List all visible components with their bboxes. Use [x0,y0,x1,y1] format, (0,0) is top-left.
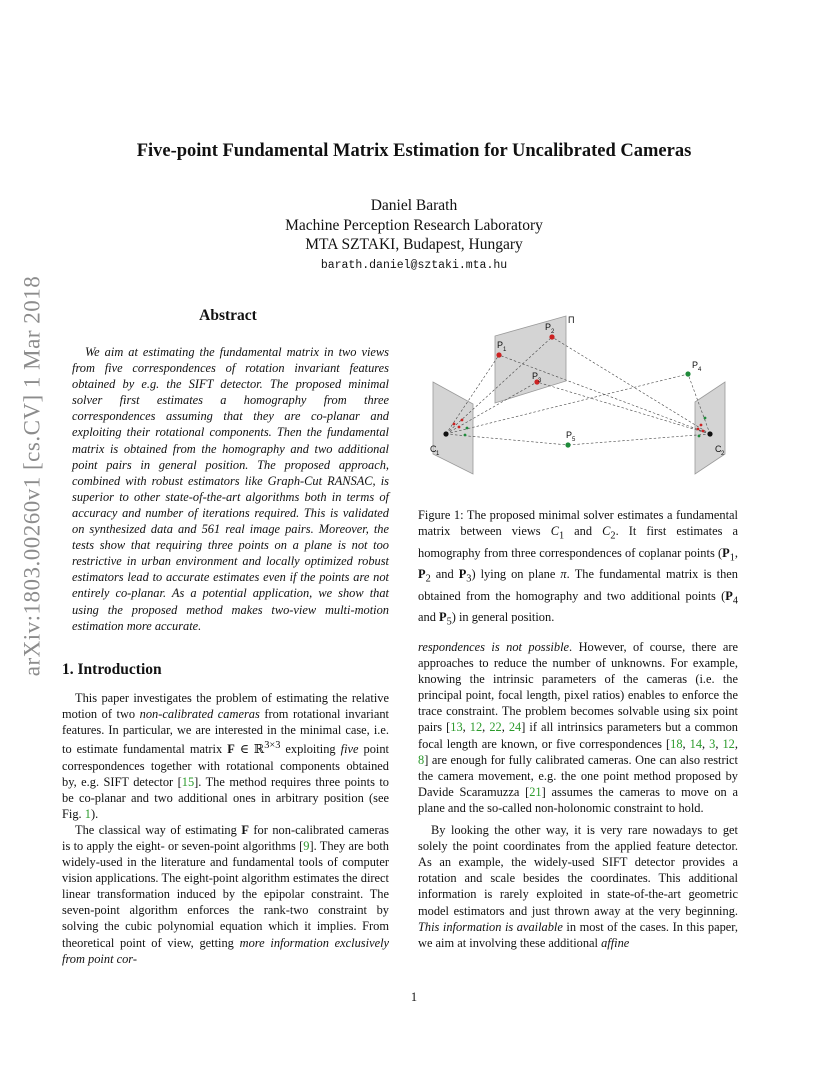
abstract-heading: Abstract [199,307,257,324]
camera-center-c1 [443,431,448,436]
camera-plane-right [695,382,725,474]
left-column-body [62,690,389,967]
svg-text:1: 1 [503,347,507,353]
arxiv-identifier-text: arXiv:1803.00260v1 [cs.CV] 1 Mar 2018 [19,275,45,677]
author-block [0,196,828,277]
citation-link[interactable]: 12 [469,720,483,735]
citation-link[interactable]: 13 [450,720,463,735]
point-p5 [565,442,570,447]
right-paragraph-1: respondences is not possible. However, of course, there are approaches to reduce the number of unknowns. For example, knowing the intrinsic parameters of the cameras (i.e. the principal point, focal length, pixel ratios) enables to enforce the trace constraint. The problem becomes solvable using six point pairs [13, 12, 22, 24] if all intrinsics parameters but a common focal length are known, or five correspondences [18, 14, 3, 12, 8] are enough for fully calibrated cameras. One can also restrict the camera movement, e.g. the one point method proposed by Davide Scaramuzza [21] assumes the cameras to move on a plane and the so-called non-holonomic constraint to hold. [418,640,739,815]
plane-pi [495,316,566,403]
camera-center-c2 [707,431,712,436]
citation-link[interactable]: 24 [508,720,522,735]
svg-text:5: 5 [572,437,576,443]
author-lab: Machine Perception Research Laboratory [285,216,543,234]
citation-link[interactable]: 8 [418,752,425,767]
point-p2 [549,334,554,339]
citation-link[interactable]: 22 [489,720,502,735]
label-c2: C [715,444,722,454]
abstract-text: We aim at estimating the fundamental matrix in two views from five correspondences of rotation invariant features obtained by e.g. the SIFT detector. The proposed minimal solver first estimates a homography from three correspondences assuming that they are co-planar and exploiting their rotational components. Then the fundamental matrix is obtained from the homography and two additional point pairs in general position. The proposed approach, combined with robust estimators like Graph-Cut RANSAC, is superior to other state-of-the-art algorithms both in terms of accuracy and number of iterations required. This is validated on synthesized data and 561 real image pairs. Moreover, the tests show that requiring three points on a plane is not too restrictive in urban environment and locally optimized robust estimators lead to accurate estimates even if the points are not entirely co-planar. As a potential application, we show that using the proposed method makes two-view multi-motion estimation more accurate. [72,345,389,633]
figure-1-caption: Figure 1: The proposed minimal solver estimates a fundamental matrix between views $C_1$ and $C_2$. It first estimates a homography from three correspondences of coplanar points ($P_1$, $P_2$ and $P_3$) lying on plane π. The fundamental matrix is then obtained from the homography and two additional points ($P_4$ and $P_5$) in general position. [418,508,738,628]
citation-link[interactable]: 12 [722,736,735,751]
projection-lines [446,337,710,445]
page-number: 1 [410,990,418,1004]
paper-title: Five-point Fundamental Matrix Estimation for Uncalibrated Cameras [136,141,692,161]
citation-link[interactable]: 14 [689,736,703,751]
point-p1 [496,352,501,357]
svg-text:4: 4 [698,367,702,373]
citation-link[interactable]: 9 [303,838,310,853]
citation-link[interactable]: 18 [670,736,683,751]
figure-reference-link[interactable]: 1 [84,806,91,821]
label-p4: P [692,360,699,370]
label-p3: P [532,371,539,381]
figure-1-diagram [418,306,738,476]
svg-text:1: 1 [436,451,440,457]
label-c1: C [430,444,437,454]
two-view-geometry-diagram [418,306,738,476]
citation-link[interactable]: 3 [709,736,716,751]
label-pi: Π [568,315,575,325]
intro-paragraph-1: This paper investigates the problem of estimating the relative motion of two non-calibrated cameras from rotational invariant features. In particular, we are interested in the minimal case, i.e. to estimate fundamental matrix F ∈ ℝ$^{3\times 3}$ exploiting five point correspondences together with rotational components obtained by, e.g. SIFT detector [15]. The method requires three points to be co-planar and two additional ones in arbitrary position (see Fig. 1). [62,691,390,821]
author-email[interactable]: barath.daniel@sztaki.mta.hu [320,258,508,272]
citation-link[interactable]: 21 [529,784,542,799]
label-p1: P [497,340,504,350]
svg-text:3: 3 [538,378,542,384]
section-heading-introduction: 1. Introduction [62,661,162,678]
label-p2: P [545,322,552,332]
svg-text:2: 2 [721,451,725,457]
author-institution: MTA SZTAKI, Budapest, Hungary [305,236,523,253]
intro-paragraph-2: The classical way of estimating F for non-calibrated cameras is to apply the eight- or seven-point algorithms [9]. They are both widely-used in the literature and fundamental tools of computer vision applications. The eight-point algorithm estimates the direct linear transformation induced by the epipolar constraint. The seven-point algorithm enforces the rank-two constraint by solving the cubic polynomial equation which it implies. From theoretical point of view, getting more information exclusively from point cor- [62,822,390,966]
author-name: Daniel Barath [370,197,458,214]
svg-text:2: 2 [551,329,555,335]
point-p4 [685,371,690,376]
right-paragraph-2: By looking the other way, it is very rare nowadays to get solely the point coordinates from the applied feature detector. As an example, the widely-used SIFT detector provides a rotation and scale besides the coordinates. This additional information is rarely exploited in state-of-the-art geometric model estimators and just thrown away at the very beginning. This information is available in most of the cases. In this paper, we aim at involving these additional affine [418,823,738,950]
arxiv-identifier [17,275,47,677]
citation-link[interactable]: 15 [181,774,195,789]
label-p5: P [566,430,573,440]
right-column-body [418,639,738,951]
